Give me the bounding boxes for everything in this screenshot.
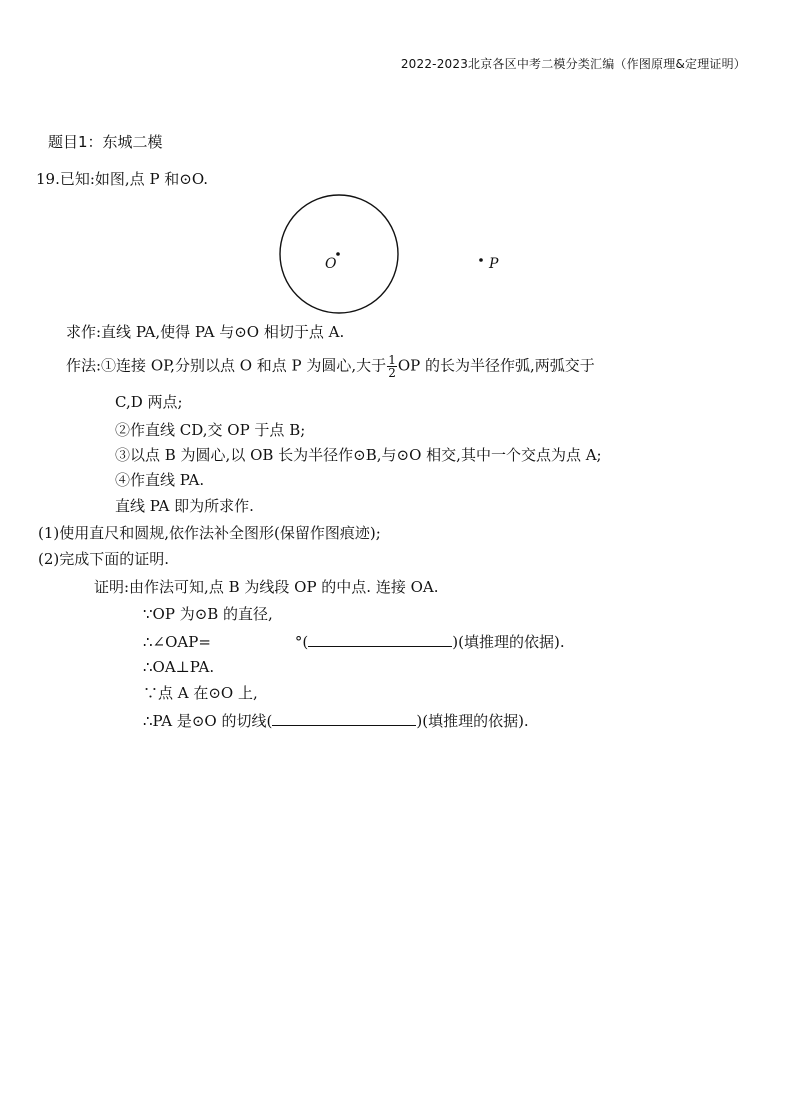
proof-line-2-start: ∴∠OAP= (143, 633, 211, 651)
proof-line-4: ∵点 A 在⊙O 上, (143, 684, 258, 702)
center-o-label: O (325, 256, 337, 272)
proof-line-5-start: ∴PA 是⊙O 的切线( (143, 712, 273, 730)
method-step1-cont: C,D 两点; (115, 393, 183, 411)
document-header: 2022-2023北京各区中考二模分类汇编（作图原理&定理证明） (400, 57, 746, 71)
proof-intro: 证明:由作法可知,点 B 为线段 OP 的中点. 连接 OA. (94, 578, 439, 596)
method-step1 (66, 354, 595, 379)
method-step1-prefix: 作法:①连接 OP,分别以点 O 和点 P 为圆心,大于 (66, 356, 387, 375)
fraction-denominator: 2 (388, 366, 396, 380)
proof-line-5 (143, 709, 529, 732)
geometry-figure (270, 192, 530, 326)
proof-line-2 (143, 630, 565, 653)
method-step1-suffix: OP 的长为半径作弧,两弧交于 (397, 356, 595, 375)
fraction-numerator: 1 (388, 353, 396, 367)
proof-line-1: ∵OP 为⊙B 的直径, (143, 605, 273, 623)
proof-line-2-degree: °( (294, 633, 309, 651)
geometry-svg (270, 192, 530, 322)
reason-blank-2[interactable] (272, 709, 416, 726)
method-step4: ④作直线 PA. (115, 471, 205, 489)
proof-line-2-end: )(填推理的依据). (452, 633, 565, 651)
question-2: (2)完成下面的证明. (38, 550, 170, 568)
center-o-point (336, 252, 340, 256)
fraction-half (387, 354, 397, 379)
method-conclusion: 直线 PA 即为所求作. (115, 497, 254, 515)
proof-line-5-end: )(填推理的依据). (416, 712, 529, 730)
proof-line-3: ∴OA⊥PA. (143, 658, 215, 676)
topic-label: 题目1：东城二模 (48, 133, 163, 151)
task-statement: 求作:直线 PA,使得 PA 与⊙O 相切于点 A. (66, 323, 345, 341)
point-p (479, 258, 483, 262)
method-step2: ②作直线 CD,交 OP 于点 B; (115, 421, 306, 439)
point-p-label: P (489, 256, 499, 272)
method-step3: ③以点 B 为圆心,以 OB 长为半径作⊙B,与⊙O 相交,其中一个交点为点 A; (115, 446, 602, 464)
reason-blank-1[interactable] (308, 630, 452, 647)
problem-stem: 19.已知:如图,点 P 和⊙O. (36, 170, 209, 188)
question-1: (1)使用直尺和圆规,依作法补全图形(保留作图痕迹); (38, 524, 381, 542)
